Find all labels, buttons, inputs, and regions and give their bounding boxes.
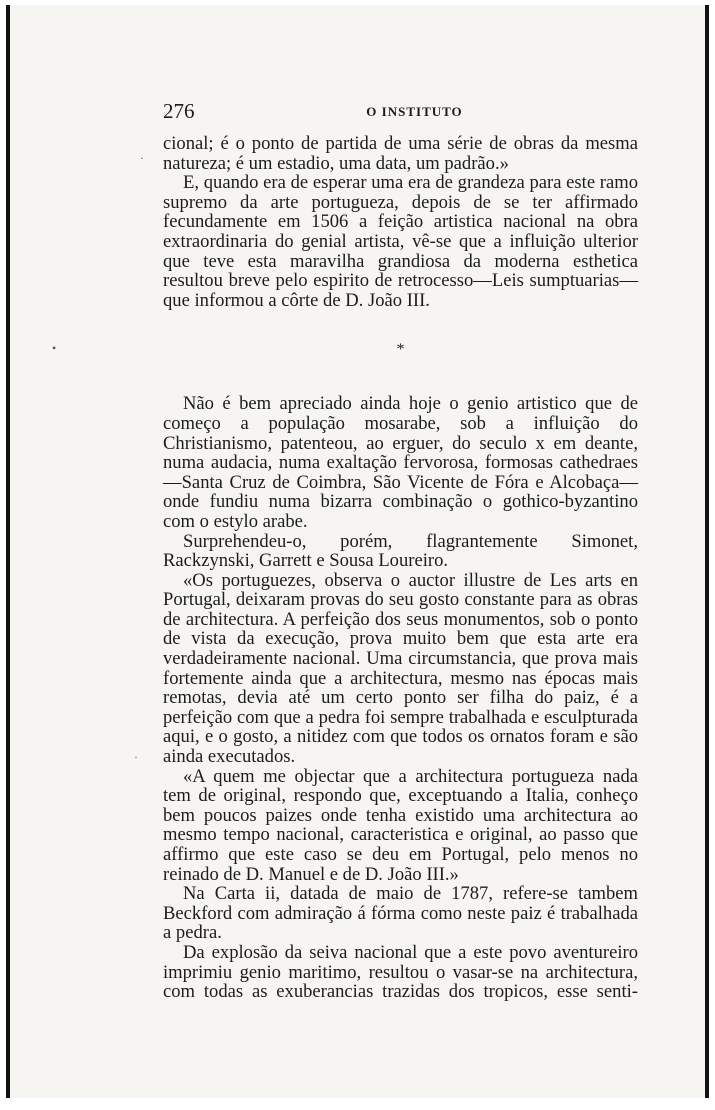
page-number: 276 (163, 99, 195, 123)
page-header (163, 99, 638, 121)
paragraph-continued: cional; é o ponto de partida de uma série de obras da mesma natureza; é um estadio, uma data, um padrão.» (163, 133, 638, 174)
scan-speck: · (140, 151, 144, 165)
quote-paragraph: «Os portuguezes, observa o auctor illustre de Les arts en Portugal, deixaram provas do seu gosto constante para as obras de architectura. A perfeição dos seus monumentos, sob o ponto de vista da execução, prova muito bem que esta arte era verdadeiramente nacional. Uma circumstancia, que prova mais fortemente ainda que a architectura, mesmo nas épocas mais remotas, devia até um certo ponto ser filha do paiz, é a perfeição com que a pedra foi sempre trabalhada e esculpturada aqui, e o gosto, a nitidez com que todos os ornatos foram e são ainda executados. (163, 569, 638, 768)
book-page (6, 5, 709, 1098)
quote-paragraph: «A quem me objectar que a architectura portugueza nada tem de original, respondo que, exceptuando a Italia, conheço bem poucos paizes onde tenha existido uma architectura ao mesmo tempo nacional, caracteristica e original, ao passo que affirmo que este caso se deu em Portugal, pelo menos no reinado de D. Manuel e de D. João III.» (163, 765, 638, 885)
running-title: O INSTITUTO (366, 104, 463, 119)
section-ornament: * (396, 341, 405, 359)
paragraph: Na Carta ii, datada de maio de 1787, refere-se tambem Beckford com admiração á fórma como neste paiz é trabalhada a pedra. (163, 883, 638, 944)
paragraph-continues: Da explosão da seiva nacional que a este povo aventureiro imprimiu genio maritimo, resultou o vasar-se na architectura, com todas as exuberancias trazidas dos tropicos, esse senti- (163, 941, 638, 1003)
paragraph: Surprehendeu-o, porém, flagrantemente Simonet, Rackzynski, Garrett e Sousa Loureiro. (163, 530, 638, 572)
scan-speck: • (52, 341, 57, 355)
paragraph: Não é bem apreciado ainda hoje o genio artistico que de começo a população mosarabe, sob a influição do Christianismo, patenteou, ao erguer, do seculo x em deante, numa audacia, numa exaltação fervorosa, formosas cathedraes—Santa Cruz de Coimbra, São Vicente de Fóra e Alcobaça—onde fundiu numa bizarra combinação o gothico-byzantino com o estylo arabe. (163, 393, 638, 532)
scan-speck: · (134, 750, 138, 764)
body-text (163, 134, 638, 1002)
paragraph: E, quando era de esperar uma era de grandeza para este ramo supremo da arte portugueza, depois de se ter affirmado fecundamente em 1506 a feição artistica nacional na obra extraordinaria do genial artista, vê-se que a influição ulterior que teve esta maravilha grandiosa da moderna esthetica resultou breve pelo espirito de retrocesso—Leis sumptuarias—que informou a côrte de D. João III. (163, 172, 638, 311)
